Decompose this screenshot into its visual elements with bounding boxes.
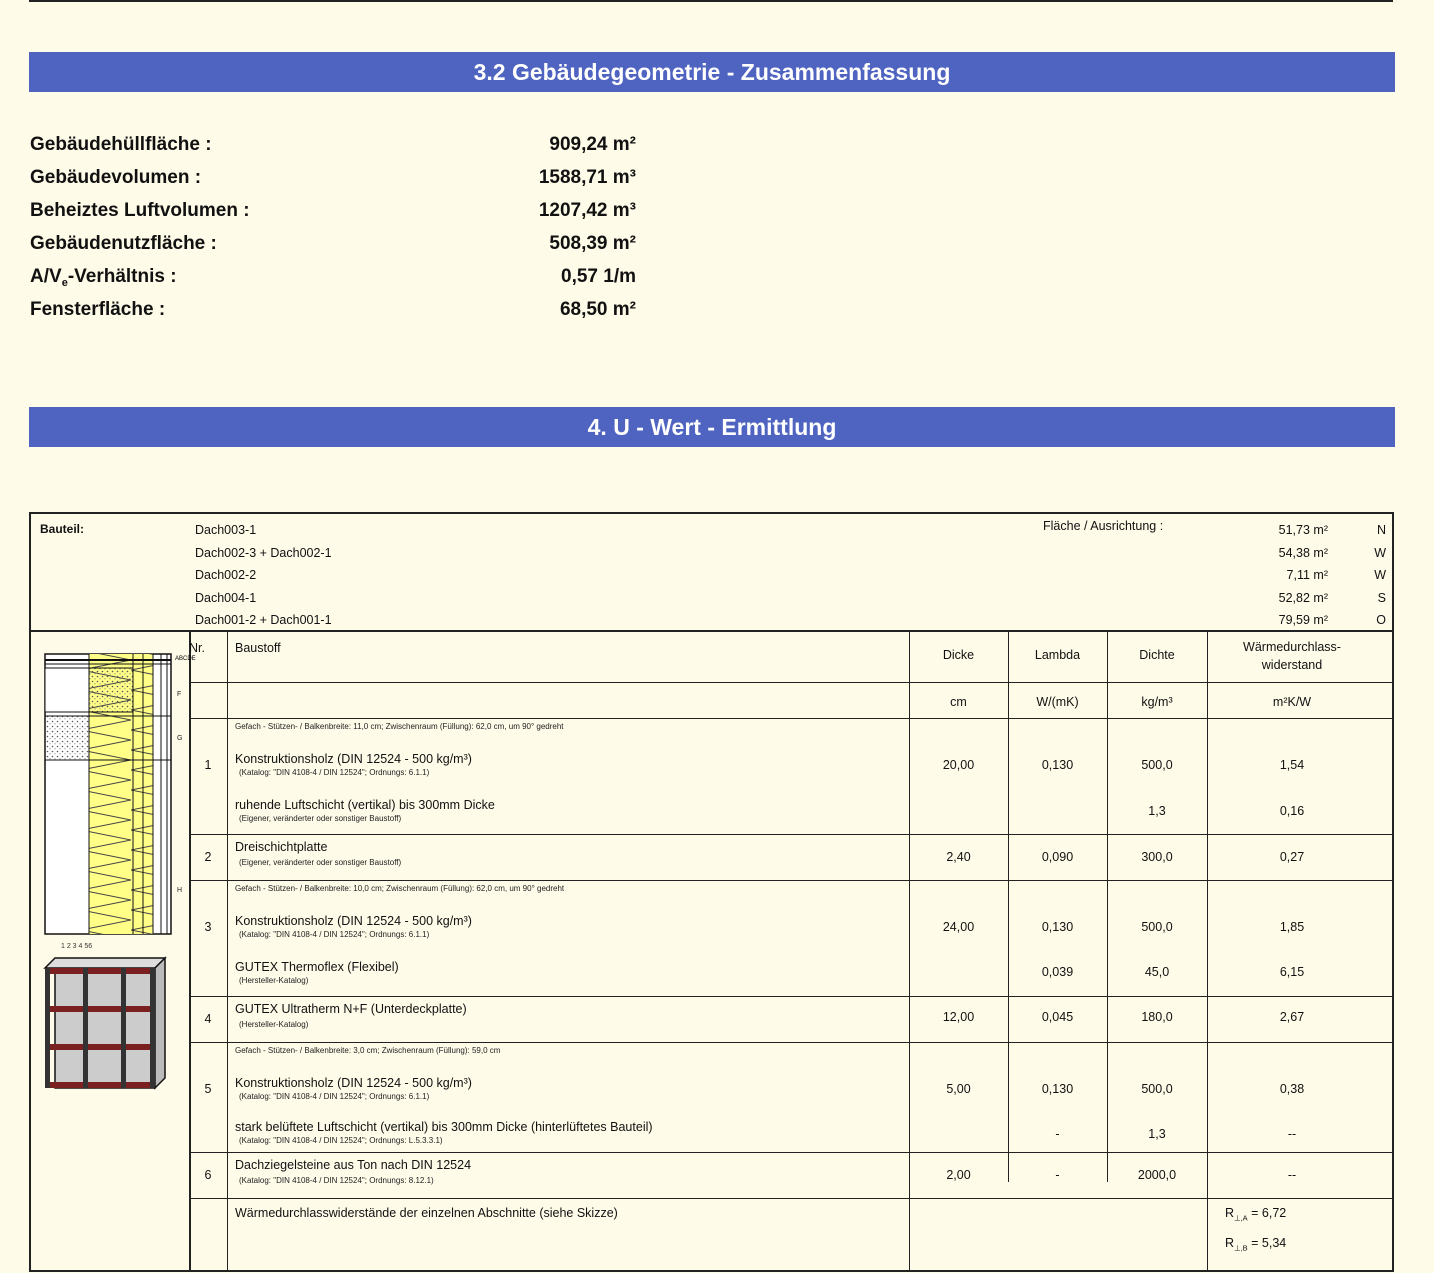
layer-note: Gefach - Stützen- / Balkenbreite: 10,0 cm; Zwischenraum (Füllung): 62,0 cm, um 90° gedreht bbox=[235, 884, 565, 893]
col-header-baustoff: Baustoff bbox=[235, 641, 281, 655]
svg-text:1 2 3 4 56: 1 2 3 4 56 bbox=[61, 943, 93, 950]
unit-dicke: cm bbox=[950, 695, 967, 709]
summary-row: $A/V_e$-Verhältnis : 0,57 1/m bbox=[30, 266, 636, 289]
col-header-dicke: Dicke bbox=[942, 648, 975, 662]
summary-row: Fensterfläche : 68,50 m² bbox=[30, 299, 636, 320]
layer-note: Gefach - Stützen- / Balkenbreite: 11,0 cm; Zwischenraum (Füllung): 62,0 cm, um 90° gedreht bbox=[235, 722, 564, 731]
layer-source: (Hersteller-Katalog) bbox=[239, 976, 309, 985]
layer-material: Dreischichtplatte bbox=[235, 840, 328, 854]
top-rule bbox=[29, 0, 1393, 2]
section-banner-uwert: 4. U - Wert - Ermittlung bbox=[29, 407, 1395, 447]
layer-material: stark belüftete Luftschicht (vertikal) bis 300mm Dicke (hinterlüftetes Bauteil) bbox=[235, 1120, 653, 1134]
svg-text:F: F bbox=[177, 691, 182, 698]
layer-material: Konstruktionsholz (DIN 12524 - 500 kg/m³) bbox=[235, 914, 472, 928]
unit-dichte: kg/m³ bbox=[1141, 695, 1173, 709]
bauteil-label: Bauteil: bbox=[40, 522, 85, 536]
layer-material: Konstruktionsholz (DIN 12524 - 500 kg/m³) bbox=[235, 1076, 472, 1090]
bauteil-header bbox=[31, 514, 1392, 632]
bauteil-table bbox=[29, 512, 1394, 1272]
summary-row: Gebäudevolumen : 1588,71 m³ bbox=[30, 167, 636, 188]
layer-source: (Katalog: "DIN 4108-4 / DIN 12524"; Ordnungs: 6.1.1) bbox=[239, 768, 430, 777]
svg-text:ABCDE: ABCDE bbox=[175, 656, 196, 662]
bauteil-names: Dach003-1 Dach002-3 + Dach002-1 Dach002-2 Dach004-1 Dach001-2 + Dach001-1 bbox=[195, 523, 332, 627]
rt-b: $R_{\perp,B} = 5,34$ bbox=[1225, 1236, 1287, 1253]
flaeche-label: Fläche / Ausrichtung : bbox=[1043, 519, 1164, 533]
layer-material: Konstruktionsholz (DIN 12524 - 500 kg/m³) bbox=[235, 752, 472, 766]
geometry-summary bbox=[30, 134, 650, 332]
layer-section-drawing bbox=[31, 630, 196, 1270]
layer-source: (Katalog: "DIN 4108-4 / DIN 12524"; Ordnungs: L.5.3.3.1) bbox=[239, 1136, 443, 1145]
unit-wd: m²K/W bbox=[1272, 695, 1312, 709]
layer-material: ruhende Luftschicht (vertikal) bis 300mm Dicke bbox=[235, 798, 495, 812]
unit-lambda: W/(mK) bbox=[1036, 695, 1079, 709]
construction-sketch bbox=[31, 630, 196, 1270]
sum-label: Wärmedurchlasswiderstände der einzelnen Abschnitte (siehe Skizze) bbox=[235, 1206, 618, 1220]
layer-source: (Hersteller-Katalog) bbox=[239, 1020, 309, 1029]
layer-source: (Eigener, veränderter oder sonstiger Baustoff) bbox=[239, 814, 402, 823]
layer-note: Gefach - Stützen- / Balkenbreite: 3,0 cm; Zwischenraum (Füllung): 59,0 cm bbox=[235, 1046, 501, 1055]
col-header-wd: Wärmedurchlass- widerstand bbox=[1243, 640, 1341, 672]
layer-grid: Nr. Baustoff Dicke Lambda Dichte Wärmedurchlass- widerstand cm W/(mK) kg/m³ m²K/W Gefach - Stützen- / Balkenbreite: 11,0 cm; Zwischenraum (Füllung): 62,0 cm, um 90° gedreht 1 Konstruktionsholz (DIN 12524 - 500 kg/m³) (Katalog: "DIN 4108-4 / DIN 12524"; Ordnungs: 6.1.1) ruhende Luftschicht (vertikal) bis 300mm Dicke (Eigener, veränderter oder sonstiger Baustoff) 20,00 0,130 500,0 1,54 1,3 0,16 2 Dreischichtplatte (Eigener, veränderter oder sonstiger Baustoff) 2,40 0,090 300,0 0,27 Gefach - Stützen- / Balkenbreite: 10,0 cm; Zwischenraum (Füllung): 62,0 cm, um 90° gedreht 3 Konstruktionsholz (DIN 12524 - 500 kg/m³) (Katalog: "DIN 4108-4 / DIN 12524"; Ordnungs: 6.1.1) GUTEX Thermoflex (Flexibel) (Hersteller-Katalog) 24,00 0,130 500,0 1,85 0,039 45,0 6,15 4 GUTEX Ultratherm N+F (Unterdeckplatte) (Hersteller-Katalog) 12,00 0,045 180,0 2,67 Gefach - Stützen- / Balkenbreite: 3,0 cm; Zwischenraum (Füllung): 59,0 cm 5 Konstruktionsholz (DIN 12524 - 500 kg/m³) (Katalog: "DIN 4108-4 / DIN 12524"; Ordnungs: 6.1.1) stark belüftete Luftschicht (vertikal) bis 300mm Dicke (hinterlüftetes Bauteil) (Katalog: "DIN 4108-4 / DIN 12524"; Ordnungs: L.5.3.3.1) 5,00 0,130 500,0 0,38 - 1,3 -- 6 Dachziegelsteine aus Ton nach DIN 12524 (Katalog: "DIN 4108-4 / DIN 12524"; Ordnungs: 8.12.1) 2,00 - 2000,0 -- Wärmedurchlasswiderstände der einzelnen Abschnitte (siehe Skizze) $R_{\perp,A} = 6,72$ $R_{\perp,B} = 5,34$ bbox=[189, 630, 1392, 1270]
layer-source: (Katalog: "DIN 4108-4 / DIN 12524"; Ordnungs: 8.12.1) bbox=[239, 1176, 434, 1185]
summary-row: Beheiztes Luftvolumen : 1207,42 m³ bbox=[30, 200, 636, 221]
svg-text:H: H bbox=[177, 887, 183, 894]
svg-text:G: G bbox=[177, 735, 183, 742]
layer-material: GUTEX Ultratherm N+F (Unterdeckplatte) bbox=[235, 1002, 467, 1016]
layer-material: Dachziegelsteine aus Ton nach DIN 12524 bbox=[235, 1158, 472, 1172]
layer-source: (Eigener, veränderter oder sonstiger Baustoff) bbox=[239, 858, 402, 867]
summary-row: Gebäudehüllfläche : 909,24 m² bbox=[30, 134, 636, 155]
section-banner-geometrie: 3.2 Gebäudegeometrie - Zusammenfassung bbox=[29, 52, 1395, 92]
summary-row: Gebäudenutzfläche : 508,39 m² bbox=[30, 233, 636, 254]
rt-a: $R_{\perp,A} = 6,72$ bbox=[1225, 1206, 1287, 1223]
layer-material: GUTEX Thermoflex (Flexibel) bbox=[235, 960, 399, 974]
col-header-dichte: Dichte bbox=[1139, 648, 1175, 662]
bauteil-areas: 51,73 m² N 54,38 m² W 7,11 m² W 52,82 m² S 79,59 m² O bbox=[1278, 523, 1386, 627]
layer-nr: 1 bbox=[204, 758, 212, 772]
layer-source: (Katalog: "DIN 4108-4 / DIN 12524"; Ordnungs: 6.1.1) bbox=[239, 930, 430, 939]
col-header-lambda: Lambda bbox=[1034, 648, 1081, 662]
layer-source: (Katalog: "DIN 4108-4 / DIN 12524"; Ordnungs: 6.1.1) bbox=[239, 1092, 430, 1101]
col-header-nr: Nr. bbox=[189, 641, 205, 655]
